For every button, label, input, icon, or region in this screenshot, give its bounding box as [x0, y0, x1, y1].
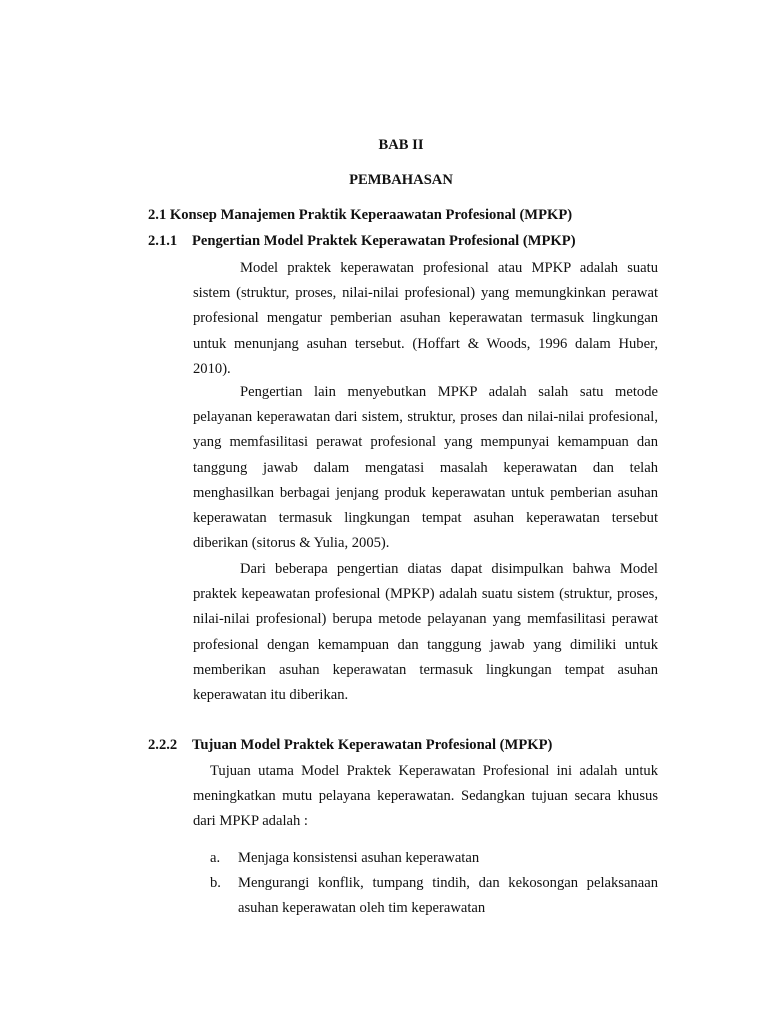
chapter-heading: BAB II	[378, 137, 424, 153]
subsection-heading-1	[148, 233, 576, 250]
paragraph-definition-2: Pengertian lain menyebutkan MPKP adalah salah satu metode pelayanan keperawatan dari sistem, struktur, proses dan nilai-nilai profesional, yang memfasilitasi perawat profesional yang mempunyai kemampuan dan tanggung jawab dalam mengatasi masalah keperawatan dan telah menghasilkan berbagai jenjang produk keperawatan untuk pemberian asuhan keperawatan termasuk lingkungan tempat asuhan keperawatan tersebut diberikan (sitorus & Yulia, 2005).	[193, 384, 658, 552]
section-heading: 2.1 Konsep Manajemen Praktik Keperaawatan Profesional (MPKP)	[148, 207, 573, 223]
subsection-number-1: 2.1.1	[148, 233, 178, 249]
paragraph-conclusion: Dari beberapa pengertian diatas dapat disimpulkan bahwa Model praktek kepeawatan profesional (MPKP) adalah suatu sistem (struktur, proses, nilai-nilai profesional) berupa metode pelayanan yang memfasilitasi perawat profesional dengan kemampuan dan tanggung jawab yang dimiliki untuk memberikan asuhan keperawatan termasuk lingkungan tempat asuhan keperawatan itu diberikan.	[193, 561, 658, 704]
paragraph-objective: Tujuan utama Model Praktek Keperawatan Profesional ini adalah untuk meningkatkan mutu pelayana keperawatan. Sedangkan tujuan secara khusus dari MPKP adalah :	[193, 763, 658, 830]
subsection-number-2: 2.2.2	[148, 737, 178, 753]
paragraph-definition-1: Model praktek keperawatan profesional atau MPKP adalah suatu sistem (struktur, proses, nilai-nilai profesional) yang memungkinkan perawat profesional mengatur pemberian asuhan keperawatan termasuk lingkungan untuk menunjang asuhan tersebut. (Hoffart & Woods, 1996 dalam Huber, 2010).	[193, 260, 658, 377]
list-marker: b.	[210, 875, 221, 892]
chapter-title: PEMBAHASAN	[349, 172, 453, 188]
subsection-title-2: Tujuan Model Praktek Keperawatan Profesional (MPKP)	[192, 737, 553, 753]
subsection-title-1: Pengertian Model Praktek Keperawatan Profesional (MPKP)	[192, 233, 576, 249]
list-item-text: Mengurangi konflik, tumpang tindih, dan kekosongan pelaksanaan asuhan keperawatan oleh tim keperawatan	[238, 875, 658, 917]
subsection-heading-2	[148, 737, 552, 754]
list-item	[193, 871, 658, 921]
list-marker: a.	[210, 850, 221, 866]
list-item-text: Menjaga konsistensi asuhan keperawatan	[238, 850, 480, 866]
objective-list	[193, 846, 658, 922]
list-item	[193, 846, 658, 871]
